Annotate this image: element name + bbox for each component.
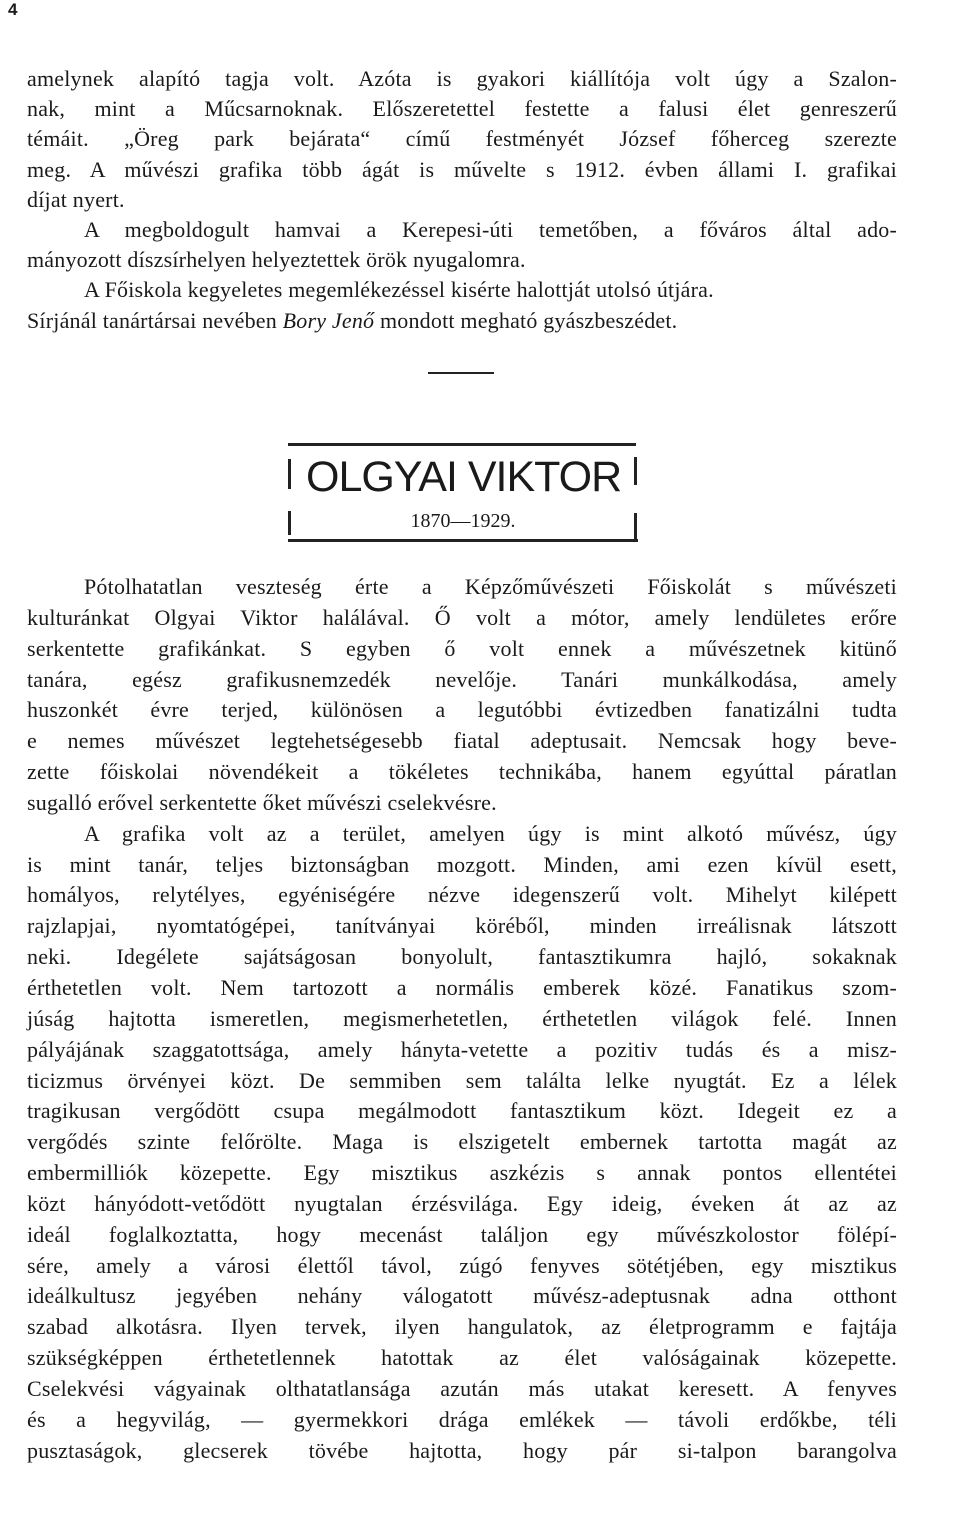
section-separator — [428, 372, 494, 374]
text-line: meg. A művészi grafika több ágát is művelte s 1912. évben állami I. grafikai — [27, 156, 897, 182]
text-line: díjat nyert. — [27, 186, 125, 212]
heading-top-rule — [288, 443, 636, 446]
obituary-body — [27, 572, 897, 1466]
text-line: ideál foglalkoztatta, hogy mecenást találjon egy művészkolostor fölépí- — [27, 1221, 897, 1247]
intro-section — [27, 64, 897, 336]
text-line-speaker — [27, 306, 897, 336]
text-line: amelynek alapító tagja volt. Azóta is gyakori kiállítója volt úgy a Szalon- — [27, 66, 897, 91]
text-line: kulturánkat Olgyai Viktor halálával. Ő volt a mótor, amely lendületes erőre — [27, 604, 897, 630]
text-line: sére, amely a városi élettől távol, zúgó fenyves sötétjében, egy misztikus — [27, 1252, 897, 1278]
page-number: 4 — [8, 0, 18, 19]
text-line: júság hajtotta ismeretlen, megismerhetetlen, érthetetlen világok felé. Innen — [27, 1005, 897, 1031]
text-line: huszonkét évre terjed, különösen a legutóbbi évtizedben fanatizálni tudta — [27, 697, 897, 723]
obituary-name: OLGYAI VIKTOR — [306, 453, 622, 501]
text-line: pusztaságok, glecserek tövébe hajtotta, hogy pár si-talpon barangolva — [27, 1437, 897, 1463]
text-line: tanára, egész grafikusnemzedék nevelője. Tanári munkálkodása, amely — [27, 666, 897, 692]
text-line: neki. Idegélete sajátságosan bonyolult, fantasztikumra hajló, sokaknak — [27, 944, 897, 970]
text-line: szabad alkotásra. Ilyen tervek, ilyen hangulatok, az életprogramm e fajtája — [27, 1314, 897, 1340]
obituary-heading-box — [288, 443, 638, 541]
text-line: serkentette grafikánkat. S egyben ő volt ennek a művészetnek kitünő — [27, 635, 897, 661]
text-line: sugalló erővel serkentette őket művészi cselekvésre. — [27, 789, 497, 815]
text-line: közt hányódott-vetődött nyugtalan érzésvilága. Egy ideig, éveken át az az — [27, 1190, 897, 1216]
text-line: mányozott díszsírhelyen helyeztettek örök nyugalomra. — [27, 247, 526, 273]
text-line: Pótolhatatlan veszteség érte a Képzőművészeti Főiskolát s művészeti — [84, 574, 897, 599]
text-line: embermilliók közepette. Egy misztikus aszkézis s annak pontos ellentétei — [27, 1160, 897, 1186]
text-line: zette főiskolai növendékeit a tökéletes technikába, hanem egyúttal páratlan — [27, 759, 897, 785]
heading-right-rule — [634, 457, 637, 485]
speech-intro-text: Sírjánál tanártársai nevében — [27, 307, 277, 333]
speaker-name: Bory Jenő — [282, 307, 375, 333]
text-line: érthetetlen volt. Nem tartozott a normális emberek közé. Fanatikus szom- — [27, 974, 897, 1000]
text-line: A megboldogult hamvai a Kerepesi-úti temetőben, a főváros által ado- — [84, 217, 897, 243]
text-line: szükségképpen érthetetlennek hatottak az élet valóságainak közepette. — [27, 1345, 897, 1371]
text-line: nak, mint a Műcsarnoknak. Előszeretettel festette a falusi élet genreszerű — [27, 96, 897, 122]
text-line: és a hegyvilág, — gyermekkori drága emlékek — távoli erdőkbe, téli — [27, 1406, 897, 1432]
text-line: tragikusan vergődött csupa megálmodott fantasztikum közt. Idegeit ez a — [27, 1098, 897, 1124]
obituary-years: 1870—1929. — [410, 510, 516, 532]
text-line: A grafika volt az a terület, amelyen úgy is mint alkotó művész, úgy — [84, 820, 897, 846]
heading-bottom-rule — [288, 539, 638, 542]
text-line: A Főiskola kegyeletes megemlékezéssel kisérte halottját utolsó útjára. — [84, 277, 714, 303]
speech-tail-text: mondott megható gyászbeszédet. — [379, 307, 678, 333]
text-line: vergődés szinte felőrölte. Maga is elszigetelt embernek tartotta magát az — [27, 1129, 897, 1155]
text-line: is mint tanár, teljes biztonságban mozgott. Minden, ami ezen kívül esett, — [27, 851, 897, 877]
text-line: pályájának szaggatottsága, amely hányta-vetette a pozitiv tudás és a misz- — [27, 1036, 897, 1062]
text-line: ticizmus örvényei közt. De semmiben sem találta lelke nyugtát. Ez a lélek — [27, 1067, 897, 1093]
text-line: ideálkultusz jegyében nehány válogatott művész-adeptusnak adna otthont — [27, 1283, 897, 1309]
text-line: témáit. „Öreg park bejárata“ című festményét József főherceg szerezte — [27, 126, 897, 152]
heading-left-rule — [288, 459, 291, 489]
text-line: Cselekvési vágyainak olthatatlansága azután más utakat keresett. A fenyves — [27, 1375, 897, 1401]
text-line: e nemes művészet legtehetségesebb fiatal adeptusait. Nemcsak hogy beve- — [27, 728, 897, 754]
text-line: rajzlapjai, nyomtatógépei, tanítványai köréből, minden irreálisnak látszott — [27, 913, 897, 939]
text-line: homályos, relytélyes, egyéniségére nézve idegenszerű volt. Mihelyt kilépett — [27, 882, 897, 908]
